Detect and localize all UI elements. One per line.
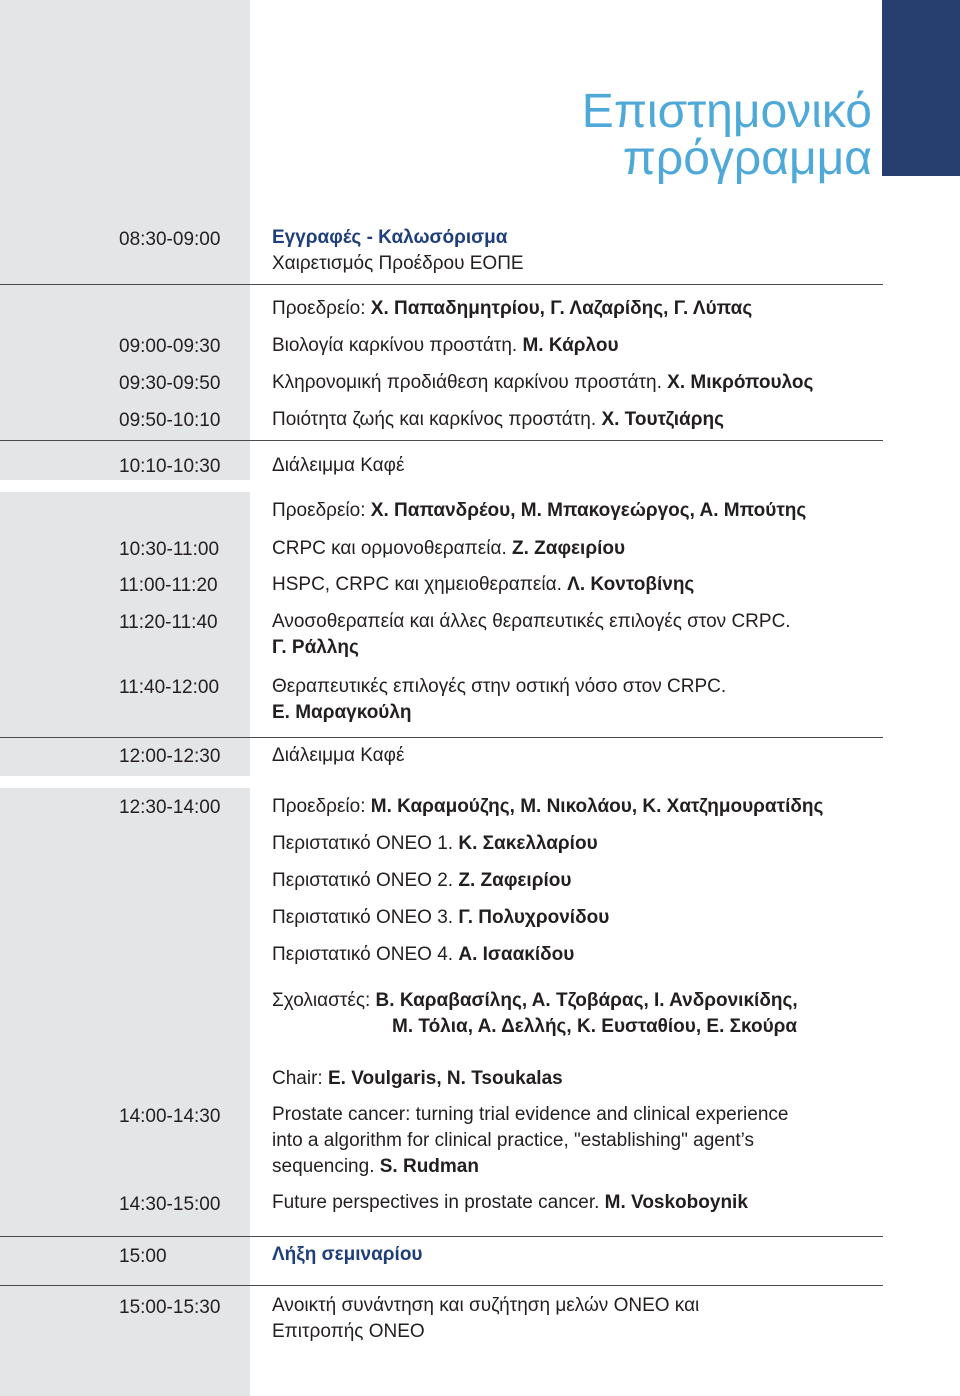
divider [0, 737, 883, 738]
chairs-label: Προεδρείο: [272, 298, 366, 319]
case-item [272, 905, 872, 931]
item-text: Future perspectives in prostate cancer. [272, 1192, 600, 1213]
page-title-line2: πρόγραμμα [622, 132, 872, 185]
item-text: Ανοικτή συνάντηση και συζήτηση μελών ΟΝΕΟ και [272, 1295, 700, 1316]
column-separator [0, 480, 250, 492]
speaker: Ε. Μαραγκούλη [272, 702, 412, 723]
speaker: Λ. Κοντοβίνης [567, 574, 695, 595]
coffee-break: Διάλειμμα Καφέ [272, 455, 405, 476]
chairs-names: Μ. Καραμούζης, Μ. Νικολάου, Κ. Χατζημουρατίδης [370, 796, 824, 817]
speaker: Γ. Ράλλης [272, 637, 359, 658]
chairs-names: E. Voulgaris, N. Tsoukalas [327, 1068, 563, 1089]
schedule-item [272, 572, 872, 598]
schedule-item [272, 225, 872, 277]
closing-title: Λήξη σεμιναρίου [272, 1244, 423, 1265]
case-item [272, 868, 872, 894]
item-text: Επιτροπής ΟΝΕΟ [272, 1321, 425, 1342]
speaker: Χ. Τουτζιάρης [601, 409, 724, 430]
time-label: 10:10-10:30 [119, 456, 221, 477]
time-label: 11:00-11:20 [119, 575, 218, 596]
chairs-names: Χ. Παπαδημητρίου, Γ. Λαζαρίδης, Γ. Λύπας [370, 298, 753, 319]
time-label: 12:30-14:00 [119, 797, 221, 818]
time-label: 14:30-15:00 [119, 1194, 221, 1215]
time-label: 15:00-15:30 [119, 1297, 221, 1318]
case-item [272, 942, 872, 968]
item-text: Περιστατικό ΟΝΕΟ 3. [272, 907, 454, 928]
speaker: Κ. Σακελλαρίου [458, 833, 598, 854]
item-text: Βιολογία καρκίνου προστάτη. [272, 335, 518, 356]
commentators-continued [392, 1014, 872, 1040]
chairs-label: Προεδρείο: [272, 796, 366, 817]
speaker: Χ. Μικρόπουλος [667, 372, 814, 393]
time-label: 08:30-09:00 [119, 229, 221, 250]
time-label: 14:00-14:30 [119, 1106, 221, 1127]
time-label: 09:00-09:30 [119, 336, 221, 357]
schedule-item [272, 536, 872, 562]
time-label: 09:30-09:50 [119, 373, 221, 394]
commentators [272, 988, 872, 1014]
chairs [272, 296, 872, 322]
time-label: 15:00 [119, 1246, 167, 1267]
item-text: Θεραπευτικές επιλογές στην οστική νόσο στον CRPC. [272, 676, 727, 697]
speaker: S. Rudman [379, 1156, 479, 1177]
schedule-item [272, 674, 872, 726]
item-text: Περιστατικό ΟΝΕΟ 1. [272, 833, 454, 854]
item-text: CRPC και ορμονοθεραπεία. [272, 538, 507, 559]
item-text: HSPC, CRPC και χημειοθεραπεία. [272, 574, 562, 595]
speaker: Μ. Κάρλου [522, 335, 619, 356]
chairs-label: Προεδρείο: [272, 500, 366, 521]
speaker: Ζ. Ζαφειρίου [512, 538, 626, 559]
divider [0, 1285, 883, 1286]
item-text: Περιστατικό ΟΝΕΟ 2. [272, 870, 454, 891]
commentators-names: Β. Καραβασίλης, Α. Τζοβάρας, Ι. Ανδρονικίδης, [375, 990, 798, 1011]
chairs [272, 794, 872, 820]
chairs-names: Χ. Παπανδρέου, Μ. Μπακογεώργος, Α. Μπούτης [370, 500, 807, 521]
item-text: sequencing. [272, 1156, 375, 1177]
speaker: M. Voskoboynik [604, 1192, 748, 1213]
schedule-item [272, 407, 872, 433]
schedule-item [272, 1102, 872, 1180]
chairs [272, 1066, 872, 1092]
schedule-item [272, 609, 872, 661]
item-text: Ανοσοθεραπεία και άλλες θεραπευτικές επιλογές στον CRPC. [272, 611, 791, 632]
schedule-item [272, 370, 872, 396]
item-text: Ποιότητα ζωής και καρκίνος προστάτη. [272, 409, 597, 430]
divider [0, 1236, 883, 1237]
time-label: 11:40-12:00 [119, 677, 220, 698]
schedule-item [272, 1190, 872, 1216]
case-item [272, 831, 872, 857]
item-text: into a algorithm for clinical practice, "establishing" agent’s [272, 1130, 755, 1151]
column-separator [0, 776, 250, 788]
schedule-item [272, 333, 872, 359]
corner-block [882, 0, 960, 176]
page-title-line1: Επιστημονικό [581, 85, 872, 138]
item-title: Εγγραφές - Καλωσόρισμα [272, 227, 508, 248]
item-text: Χαιρετισμός Προέδρου ΕΟΠΕ [272, 253, 524, 274]
chairs-label: Chair: [272, 1068, 323, 1089]
schedule-item [272, 1293, 872, 1345]
speaker: Γ. Πολυχρονίδου [458, 907, 610, 928]
time-label: 11:20-11:40 [119, 612, 218, 633]
divider [0, 284, 883, 285]
commentators-label: Σχολιαστές: [272, 990, 371, 1011]
coffee-break: Διάλειμμα Καφέ [272, 745, 405, 766]
time-label: 09:50-10:10 [119, 410, 221, 431]
time-label: 12:00-12:30 [119, 746, 221, 767]
speaker: Ζ. Ζαφειρίου [458, 870, 572, 891]
commentators-names: Μ. Τόλια, Α. Δελλής, Κ. Ευσταθίου, Ε. Σκούρα [392, 1016, 798, 1037]
item-text: Κληρονομική προδιάθεση καρκίνου προστάτη. [272, 372, 662, 393]
speaker: Α. Ισαακίδου [458, 944, 575, 965]
divider [0, 440, 883, 441]
chairs [272, 498, 872, 524]
item-text: Prostate cancer: turning trial evidence and clinical experience [272, 1104, 789, 1125]
time-label: 10:30-11:00 [119, 539, 220, 560]
item-text: Περιστατικό ΟΝΕΟ 4. [272, 944, 454, 965]
